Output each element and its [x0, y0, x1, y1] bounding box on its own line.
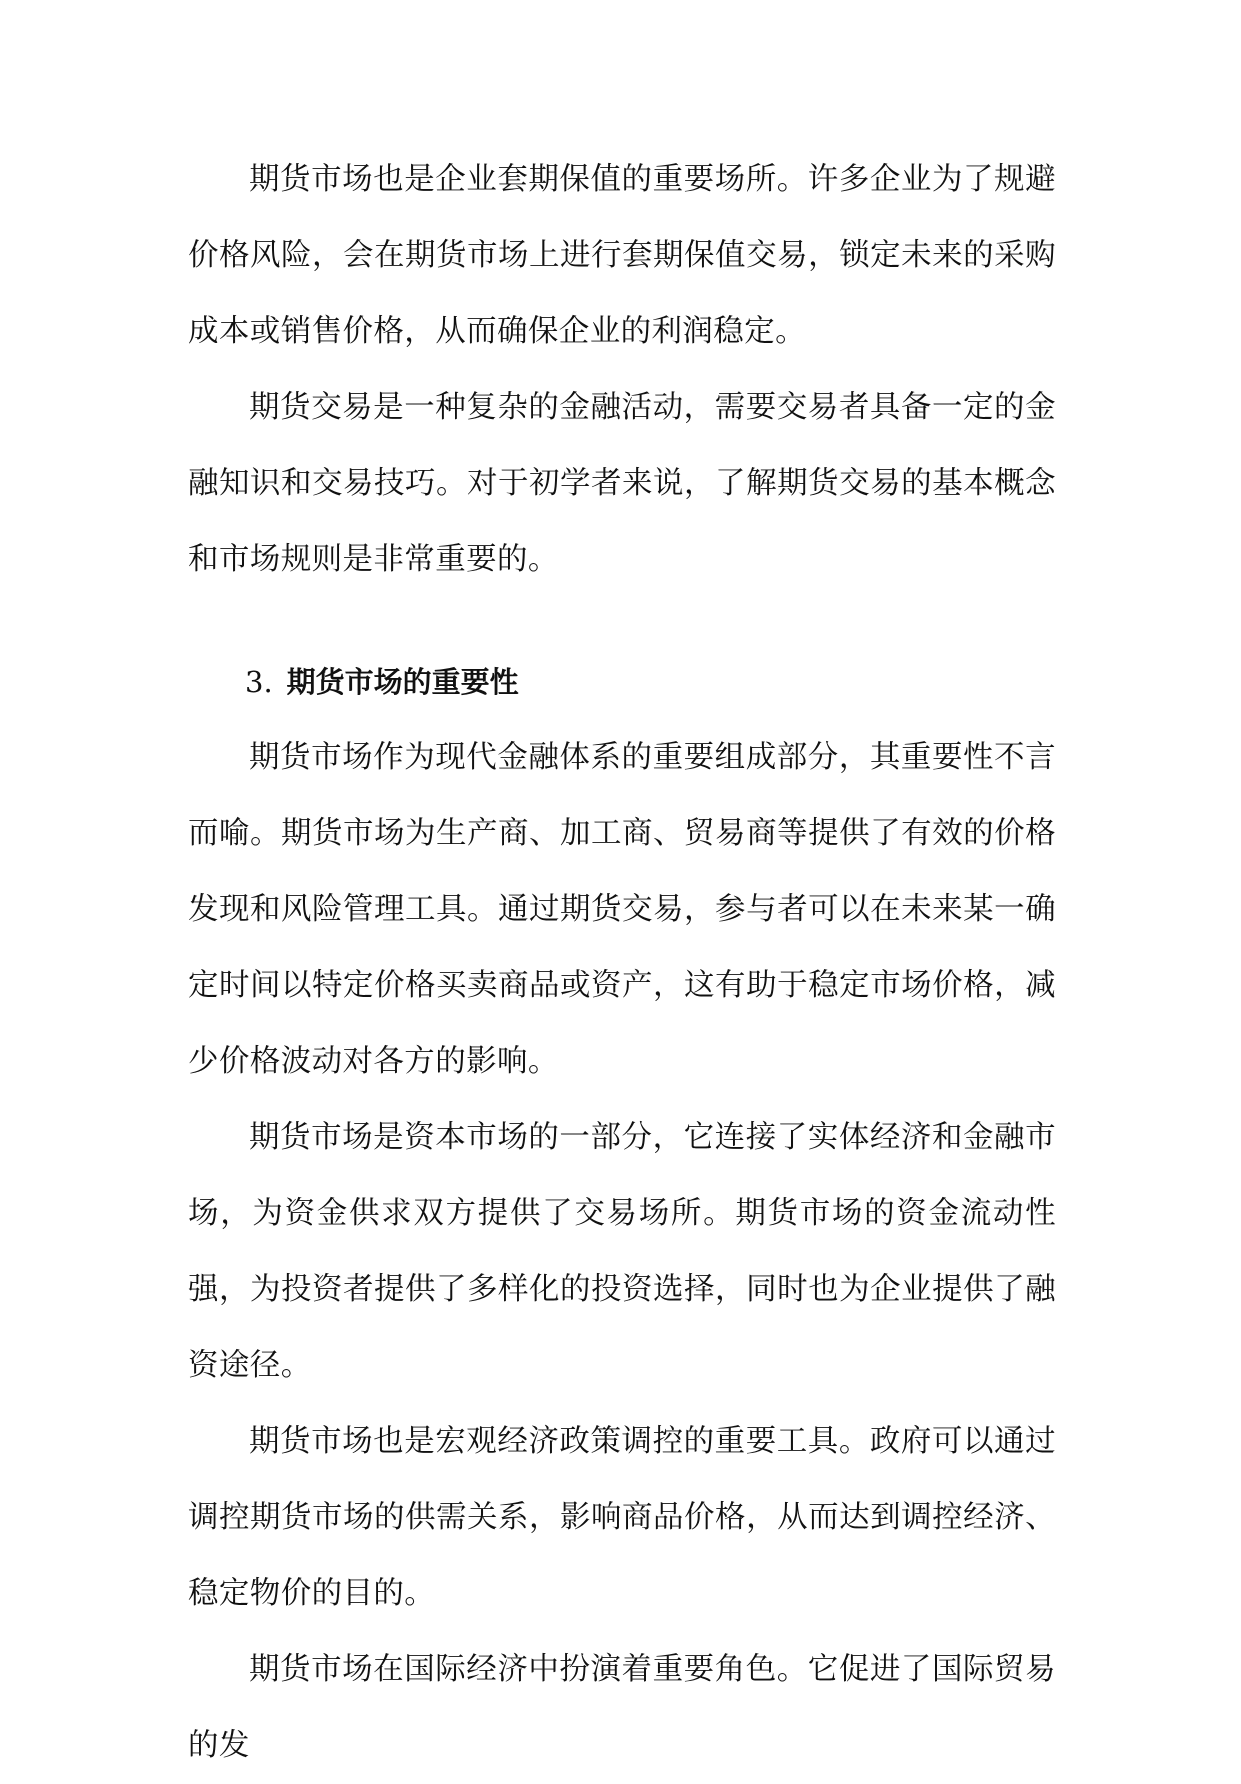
- paragraph-hedging: 期货市场也是企业套期保值的重要场所。许多企业为了规避价格风险，会在期货市场上进行套期保值交易，锁定未来的采购成本或销售价格，从而确保企业的利润稳定。: [188, 162, 1056, 349]
- paragraph-international: 期货市场在国际经济中扮演着重要角色。它促进了国际贸易的发: [188, 1652, 1056, 1763]
- document-body: [188, 142, 1056, 1784]
- section-heading: [188, 598, 1056, 720]
- section-title: 期货市场的重要性: [286, 665, 519, 699]
- paragraph-futures-trading: 期货交易是一种复杂的金融活动，需要交易者具备一定的金融知识和交易技巧。对于初学者来说，了解期货交易的基本概念和市场规则是非常重要的。: [188, 390, 1056, 577]
- paragraph-capital-market: 期货市场是资本市场的一部分，它连接了实体经济和金融市场，为资金供求双方提供了交易场所。期货市场的资金流动性强，为投资者提供了多样化的投资选择，同时也为企业提供了融资途径。: [188, 1120, 1056, 1383]
- paragraph-importance: 期货市场作为现代金融体系的重要组成部分，其重要性不言而喻。期货市场为生产商、加工商、贸易商等提供了有效的价格发现和风险管理工具。通过期货交易，参与者可以在未来某一确定时间以特定价格买卖商品或资产，这有助于稳定市场价格，减少价格波动对各方的影响。: [188, 740, 1056, 1079]
- section-number: 3.: [245, 665, 273, 699]
- paragraph-macro-policy: 期货市场也是宏观经济政策调控的重要工具。政府可以通过调控期货市场的供需关系，影响商品价格，从而达到调控经济、稳定物价的目的。: [188, 1424, 1056, 1611]
